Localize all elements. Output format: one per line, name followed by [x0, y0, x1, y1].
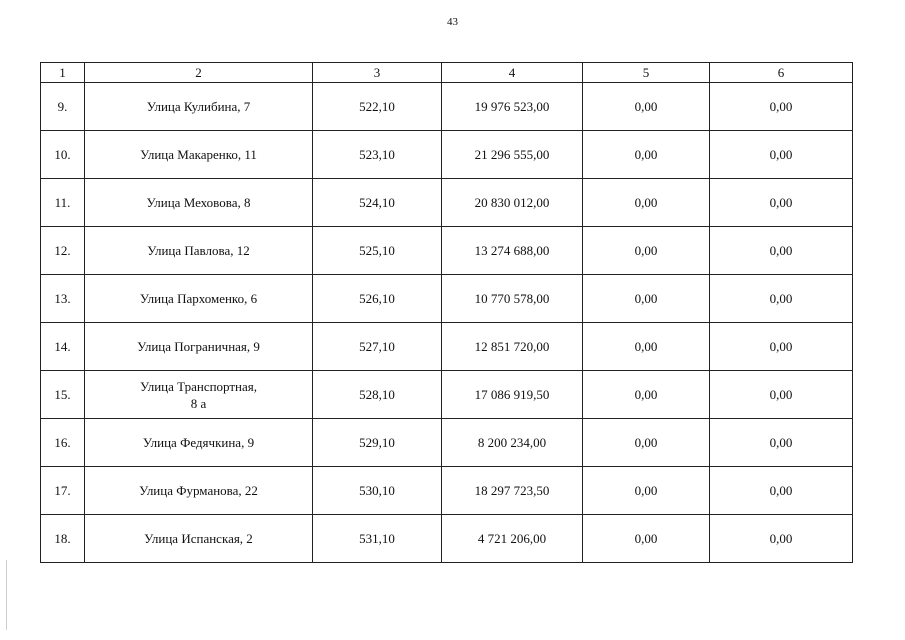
value-5-cell: 0,00 [583, 131, 710, 179]
table-row [41, 179, 853, 227]
row-number-cell: 13. [41, 275, 85, 323]
value-3-cell: 529,10 [313, 419, 442, 467]
table-row [41, 515, 853, 563]
table-row [41, 371, 853, 419]
value-5-cell: 0,00 [583, 179, 710, 227]
header-cell-1: 1 [41, 63, 85, 83]
row-number-cell: 16. [41, 419, 85, 467]
table-row [41, 227, 853, 275]
table-row [41, 323, 853, 371]
value-6-cell: 0,00 [710, 467, 853, 515]
scan-edge-mark [6, 560, 7, 630]
value-6-cell: 0,00 [710, 83, 853, 131]
amount-cell: 10 770 578,00 [442, 275, 583, 323]
value-5-cell: 0,00 [583, 419, 710, 467]
row-number-cell: 10. [41, 131, 85, 179]
amount-cell: 17 086 919,50 [442, 371, 583, 419]
value-3-cell: 530,10 [313, 467, 442, 515]
header-row [41, 63, 853, 83]
header-cell-3: 3 [313, 63, 442, 83]
value-6-cell: 0,00 [710, 227, 853, 275]
value-5-cell: 0,00 [583, 467, 710, 515]
page-number: 43 [447, 16, 458, 28]
row-number-cell: 12. [41, 227, 85, 275]
value-6-cell: 0,00 [710, 371, 853, 419]
table-row [41, 275, 853, 323]
row-number-cell: 11. [41, 179, 85, 227]
table-row [41, 419, 853, 467]
address-cell: Улица Испанская, 2 [85, 515, 313, 563]
value-3-cell: 522,10 [313, 83, 442, 131]
amount-cell: 13 274 688,00 [442, 227, 583, 275]
amount-cell: 20 830 012,00 [442, 179, 583, 227]
amount-cell: 19 976 523,00 [442, 83, 583, 131]
row-number-cell: 17. [41, 467, 85, 515]
value-5-cell: 0,00 [583, 275, 710, 323]
value-6-cell: 0,00 [710, 131, 853, 179]
table-row [41, 131, 853, 179]
value-3-cell: 527,10 [313, 323, 442, 371]
address-cell: Улица Пограничная, 9 [85, 323, 313, 371]
value-5-cell: 0,00 [583, 323, 710, 371]
value-3-cell: 531,10 [313, 515, 442, 563]
value-3-cell: 528,10 [313, 371, 442, 419]
value-3-cell: 523,10 [313, 131, 442, 179]
value-6-cell: 0,00 [710, 419, 853, 467]
value-3-cell: 524,10 [313, 179, 442, 227]
value-5-cell: 0,00 [583, 227, 710, 275]
header-cell-5: 5 [583, 63, 710, 83]
amount-cell: 21 296 555,00 [442, 131, 583, 179]
value-5-cell: 0,00 [583, 515, 710, 563]
amount-cell: 4 721 206,00 [442, 515, 583, 563]
row-number-cell: 18. [41, 515, 85, 563]
amount-cell: 18 297 723,50 [442, 467, 583, 515]
amount-cell: 12 851 720,00 [442, 323, 583, 371]
header-cell-6: 6 [710, 63, 853, 83]
value-6-cell: 0,00 [710, 323, 853, 371]
table-row [41, 83, 853, 131]
address-cell: Улица Павлова, 12 [85, 227, 313, 275]
table-body [41, 83, 853, 563]
address-cell: Улица Меховова, 8 [85, 179, 313, 227]
address-cell: Улица Фурманова, 22 [85, 467, 313, 515]
address-cell: Улица Макаренко, 11 [85, 131, 313, 179]
value-5-cell: 0,00 [583, 83, 710, 131]
row-number-cell: 15. [41, 371, 85, 419]
value-6-cell: 0,00 [710, 275, 853, 323]
row-number-cell: 9. [41, 83, 85, 131]
value-5-cell: 0,00 [583, 371, 710, 419]
value-3-cell: 525,10 [313, 227, 442, 275]
address-cell: Улица Федячкина, 9 [85, 419, 313, 467]
address-cell: Улица Кулибина, 7 [85, 83, 313, 131]
amount-cell: 8 200 234,00 [442, 419, 583, 467]
header-cell-4: 4 [442, 63, 583, 83]
header-cell-2: 2 [85, 63, 313, 83]
value-6-cell: 0,00 [710, 515, 853, 563]
address-cell: Улица Пархоменко, 6 [85, 275, 313, 323]
address-cell: Улица Транспортная, 8 а [85, 371, 313, 419]
row-number-cell: 14. [41, 323, 85, 371]
data-table [40, 62, 853, 563]
table-row [41, 467, 853, 515]
value-6-cell: 0,00 [710, 179, 853, 227]
value-3-cell: 526,10 [313, 275, 442, 323]
